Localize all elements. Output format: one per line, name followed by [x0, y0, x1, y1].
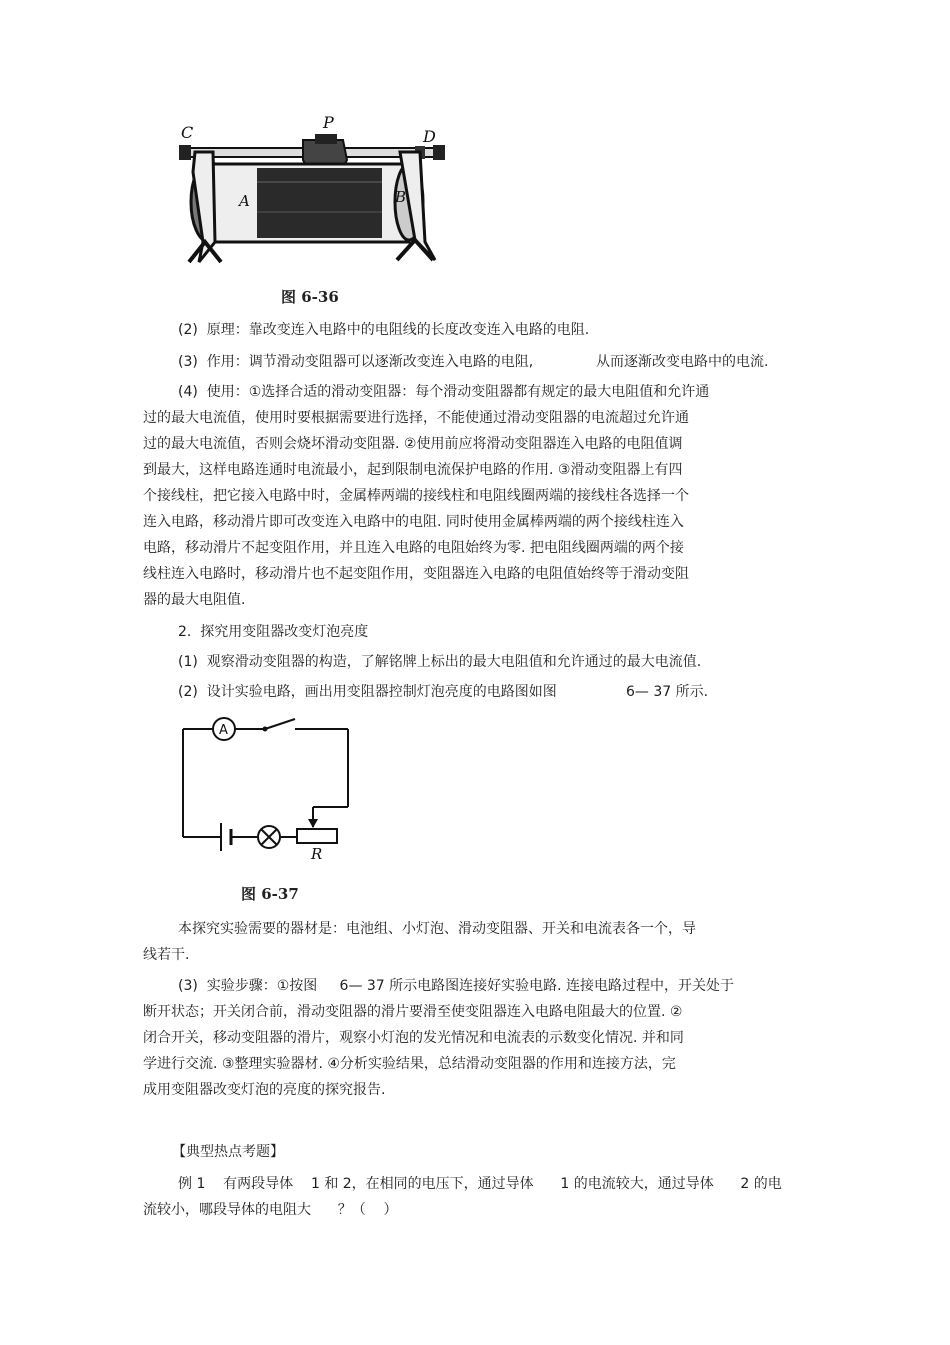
equipment-line: 线若干. [143, 947, 190, 963]
steps-line: 学进行交流. ③整理实验器材. ④分析实验结果，总结滑动变阻器的作用和连接方法，完 [143, 1056, 676, 1072]
figure-caption-6-36: 图 6-36 [281, 288, 339, 306]
section-title: 2. 探究用变阻器改变灯泡亮度 [178, 624, 369, 640]
rheostat-figure [175, 112, 450, 277]
steps-line: 成用变阻器改变灯泡的亮度的探究报告. [143, 1082, 386, 1098]
steps-line: 断开状态；开关闭合前，滑动变阻器的滑片要滑至使变阻器连入电路电阻最大的位置. ② [143, 1004, 683, 1020]
step-design-b: 6— 37 所示. [626, 684, 709, 700]
steps-line: 闭合开关，移动变阻器的滑片，观察小灯泡的发光情况和电流表的示数变化情况. 并和同 [143, 1030, 684, 1046]
step-observe: (1) 观察滑动变阻器的构造，了解铭牌上标出的最大电阻值和允许通过的最大电流值. [178, 654, 702, 670]
usage-line: 电路，移动滑片不起变阻作用，并且连入电路的电阻始终为零. 把电阻线圈两端的两个接 [143, 540, 684, 556]
hot-topics-heading: 【典型热点考题】 [172, 1144, 284, 1160]
step-design-a: (2) 设计实验电路，画出用变阻器控制灯泡亮度的电路图如图 [178, 684, 557, 700]
label-a: A [239, 192, 250, 210]
label-c: C [181, 123, 194, 142]
steps-line: (3) 实验步骤：①按图 6— 37 所示电路图连接好实验电路. 连接电路过程中，开关处于 [178, 978, 735, 994]
example-line: 流较小，哪段导体的电阻大 ？（ ） [143, 1202, 398, 1218]
rheostat-symbol [297, 829, 337, 843]
usage-line: 线柱连入电路时，移动滑片也不起变阻作用，变阻器连入电路的电阻值始终等于滑动变阻 [143, 566, 689, 582]
label-d: D [423, 127, 436, 146]
paragraph-function-b: 从而逐渐改变电路中的电流. [596, 354, 769, 370]
example-line: 例 1 有两段导体 1 和 2，在相同的电压下，通过导体 1 的电流较大，通过导体 2 的电 [178, 1176, 782, 1192]
usage-line: 连入电路，移动滑片即可改变连入电路中的电阻. 同时使用金属棒两端的两个接线柱连入 [143, 514, 684, 530]
usage-line: 器的最大电阻值. [143, 592, 246, 608]
usage-line: (4) 使用：①选择合适的滑动变阻器：每个滑动变阻器都有规定的最大电阻值和允许通 [178, 384, 710, 400]
circuit-diagram [175, 715, 360, 865]
resistor-label: R [311, 845, 323, 863]
paragraph-function-a: (3) 作用：调节滑动变阻器可以逐渐改变连入电路的电阻, [178, 354, 534, 370]
paragraph-principle: (2) 原理：靠改变连入电路中的电阻线的长度改变连入电路的电阻. [178, 322, 590, 338]
label-p: P [323, 113, 334, 132]
figure-caption-6-37: 图 6-37 [241, 885, 299, 903]
usage-line: 到最大，这样电路连通时电流最小，起到限制电流保护电路的作用. ③滑动变阻器上有四 [143, 462, 683, 478]
usage-line: 过的最大电流值，否则会烧坏滑动变阻器. ②使用前应将滑动变阻器连入电路的电阻值调 [143, 436, 683, 452]
label-b: B [395, 188, 407, 206]
usage-line: 过的最大电流值，使用时要根据需要进行选择，不能使通过滑动变阻器的电流超过允许通 [143, 410, 689, 426]
ammeter-label: A [219, 723, 228, 738]
usage-line: 个接线柱，把它接入电路中时，金属棒两端的接线柱和电阻线圈两端的接线柱各选择一个 [143, 488, 689, 504]
equipment-line: 本探究实验需要的器材是：电池组、小灯泡、滑动变阻器、开关和电流表各一个，导 [178, 921, 696, 937]
